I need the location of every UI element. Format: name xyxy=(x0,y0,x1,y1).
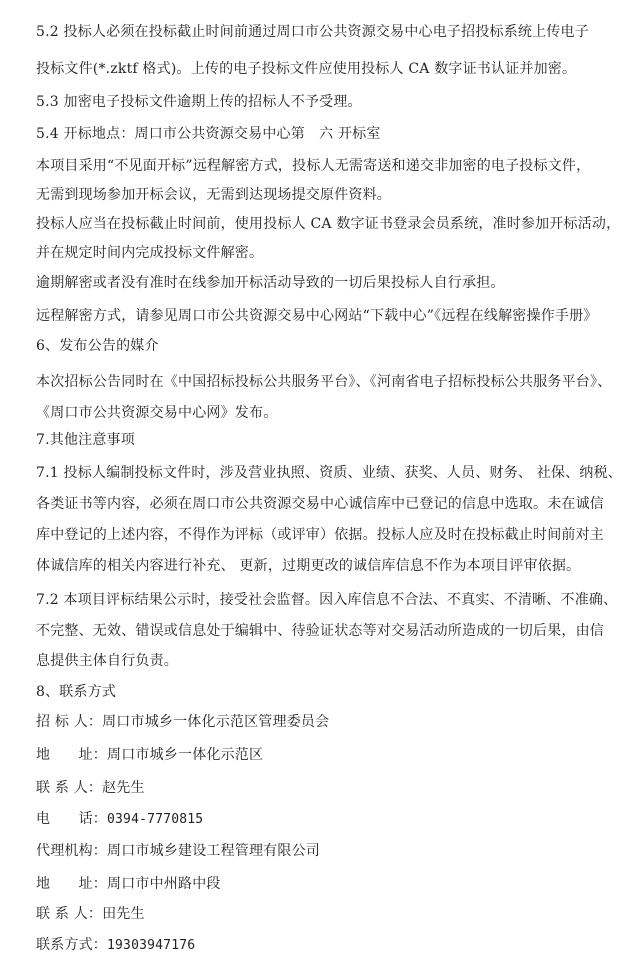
contact-value: 周口市城乡一体化示范区 xyxy=(107,747,264,763)
contact-label: 联 系 人： xyxy=(36,906,103,922)
text-line-bidder-login-b: 并在规定时间内完成投标文件解密。 xyxy=(36,245,264,261)
contact-value: 0394-7770815 xyxy=(107,812,204,827)
section-heading-8: 8、联系方式 xyxy=(36,684,117,700)
text-line-7-2-c: 息提供主体自行负责。 xyxy=(36,653,178,669)
section-heading-6: 6、发布公告的媒介 xyxy=(36,338,159,354)
text-line-5-2-b: 投标文件(*.zktf 格式)。上传的电子投标文件应使用投标人 CA 数字证书认证并加密。 xyxy=(36,61,577,77)
text-line-remote-decrypt-b: 无需到现场参加开标会议，无需到达现场提交原件资料。 xyxy=(36,187,391,203)
text-line-7-1-c: 库中登记的上述内容，不得作为评标（或评审）依据。投标人应及时在投标截止时间前对主 xyxy=(36,527,604,543)
contact-label: 电 话： xyxy=(36,811,107,827)
contact-value: 19303947176 xyxy=(107,938,196,953)
contact-label: 联 系 人： xyxy=(36,780,103,796)
text-line-media-b: 《周口市公共资源交易中心网》发布。 xyxy=(36,405,278,421)
contact-label: 联系方式： xyxy=(36,937,107,953)
contact-row-agency-address xyxy=(36,874,221,894)
contact-row-tenderer-person xyxy=(36,778,145,798)
contact-value: 周口市城乡一体化示范区管理委员会 xyxy=(102,714,330,730)
contact-label: 代理机构： xyxy=(36,843,107,859)
text-line-5-2-a: 5.2 投标人必须在投标截止时间前通过周口市公共资源交易中心电子招投标系统上传电子 xyxy=(36,24,589,40)
text-line-media-a: 本次招标公告同时在《中国招标投标公共服务平台》、《河南省电子招标投标公共服务平台》、 xyxy=(36,374,612,390)
contact-label: 地 址： xyxy=(36,747,107,763)
text-line-5-3: 5.3 加密电子投标文件逾期上传的招标人不予受理。 xyxy=(36,94,362,110)
contact-row-tenderer xyxy=(36,712,329,732)
contact-row-tenderer-phone xyxy=(36,809,203,829)
contact-value: 周口市中州路中段 xyxy=(107,876,221,892)
text-line-5-4: 5.4 开标地点：周口市公共资源交易中心第 六 开标室 xyxy=(36,126,381,142)
contact-row-tenderer-address xyxy=(36,745,263,765)
contact-row-agency-person xyxy=(36,904,145,924)
text-line-7-1-b: 各类证书等内容，必须在周口市公共资源交易中心诚信库中已登记的信息中选取。未在诚信 xyxy=(36,496,604,512)
contact-row-agency xyxy=(36,841,320,861)
contact-label: 招 标 人： xyxy=(36,714,103,730)
contact-value: 田先生 xyxy=(102,906,145,922)
text-line-bidder-login-a: 投标人应当在投标截止时间前，使用投标人 CA 数字证书登录会员系统，准时参加开标活动， xyxy=(36,216,621,232)
text-line-7-2-b: 不完整、无效、错误或信息处于编辑中、待验证状态等对交易活动所造成的一切后果，由信 xyxy=(36,623,604,639)
text-line-remote-manual: 远程解密方式，请参见周口市公共资源交易中心网站“下载中心”《远程在线解密操作手册》 xyxy=(36,308,598,324)
contact-value: 赵先生 xyxy=(102,780,145,796)
text-line-overdue: 逾期解密或者没有准时在线参加开标活动导致的一切后果投标人自行承担。 xyxy=(36,275,505,291)
text-line-remote-decrypt-a: 本项目采用“不见面开标”远程解密方式，投标人无需寄送和递交非加密的电子投标文件， xyxy=(36,158,591,174)
contact-label: 地 址： xyxy=(36,876,107,892)
text-line-7-1-a: 7.1 投标人编制投标文件时，涉及营业执照、资质、业绩、获奖、人员、财务、 社保、纳税、 xyxy=(36,465,622,481)
text-line-7-2-a: 7.2 本项目评标结果公示时，接受社会监督。因入库信息不合法、不真实、不清晰、不准确、 xyxy=(36,592,618,608)
text-line-7-1-d: 体诚信库的相关内容进行补充、 更新，过期更改的诚信库信息不作为本项目评审依据。 xyxy=(36,558,581,574)
section-heading-7: 7.其他注意事项 xyxy=(36,432,135,448)
contact-row-agency-phone xyxy=(36,935,195,955)
contact-value: 周口市城乡建设工程管理有限公司 xyxy=(107,843,320,859)
